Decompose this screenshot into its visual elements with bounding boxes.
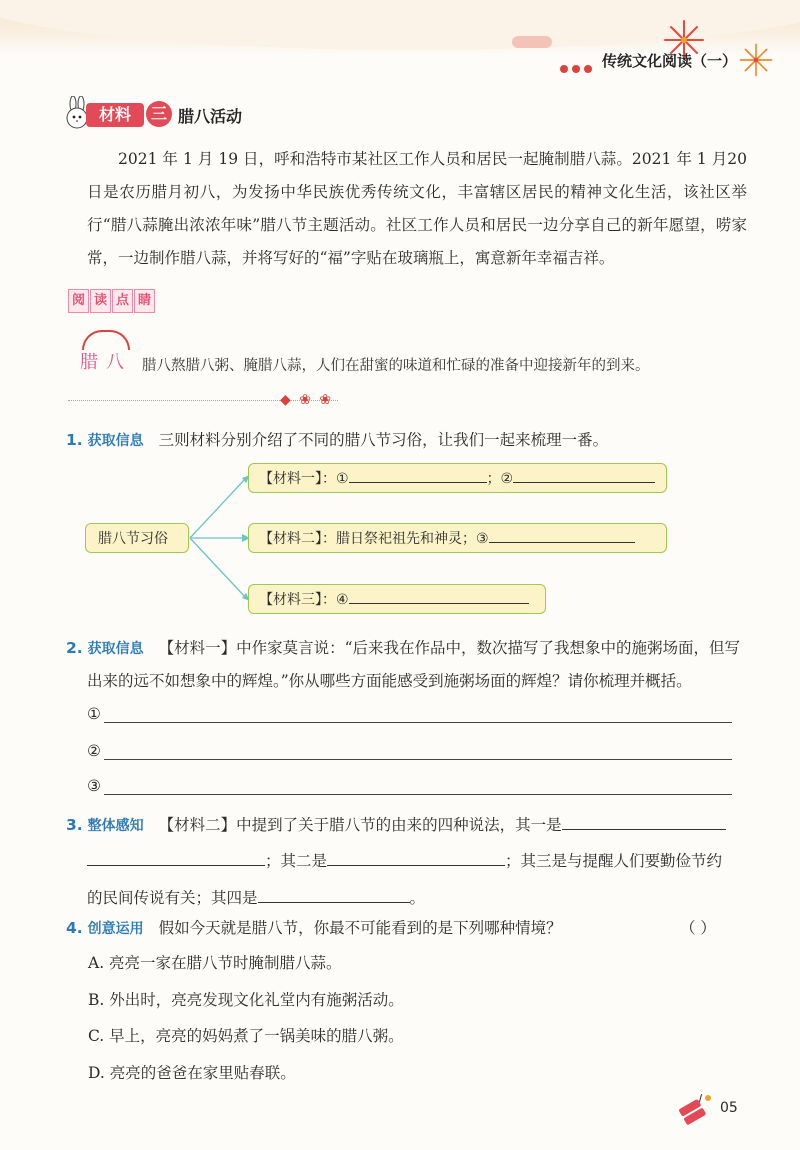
material-number: 三 [146, 101, 172, 127]
answer-blank-3[interactable] [489, 524, 635, 543]
question-text: 【材料一】中作家莫言说：“后来我在作品中，数次描写了我想象中的施粥场面，但写 [158, 639, 740, 657]
page-number: 05 [720, 1100, 738, 1116]
question-1 [66, 428, 608, 450]
header-dots [560, 58, 596, 77]
material-paragraph [87, 143, 747, 275]
section-title: 腊八活动 [178, 107, 243, 126]
answer-line[interactable] [104, 759, 732, 760]
paragraph-text: 2021 年 1 月 19 日，呼和浩特市某社区工作人员和居民一起腌制腊八蒜。2021 年 1 月20 日是农历腊月初八，为发扬中华民族优秀传统文化，丰富辖区居民的精神文化生活，该社区举行“腊八蒜腌出浓浓年味”腊八节主题活动。社区工作人员和居民一边分享自己的新年愿望，唠家常，一边制作腊八蒜，并将写好的“福”字贴在玻璃瓶上，寓意新年幸福吉祥。 [87, 150, 747, 267]
reading-tip-char: 点 [112, 289, 133, 313]
option-a[interactable]: A. 亮亮一家在腊八节时腌制腊八蒜。 [88, 954, 342, 972]
question-tag: 整体感知 [87, 818, 144, 834]
question-tag: 获取信息 [87, 641, 144, 657]
reading-tip-char: 睛 [134, 289, 155, 313]
box-label: 【材料三】：④ [259, 592, 349, 608]
answer-blank-8[interactable] [258, 884, 410, 903]
answer-parenthesis[interactable]: （ ） [680, 919, 716, 937]
divider-decoration: ◆ ❀ ❀ [280, 392, 334, 408]
answer-blank-6[interactable] [87, 847, 265, 866]
question-text: ；其二是 [265, 852, 328, 870]
question-text: 。 [409, 889, 426, 907]
answer-blank-5[interactable] [562, 811, 726, 830]
firework-icon [738, 42, 774, 78]
header-title: 传统文化阅读（一） [602, 52, 738, 70]
firecracker-icon [668, 1090, 712, 1130]
option-b[interactable]: B. 外出时，亮亮发现文化礼堂内有施粥活动。 [88, 991, 404, 1009]
box-label: 【材料一】：① [259, 471, 349, 487]
answer-blank-2[interactable] [513, 464, 655, 483]
question-number: 2. [66, 639, 83, 657]
material-tag: 材料 [86, 103, 144, 127]
question-2 [66, 636, 740, 658]
material-2-box [248, 523, 667, 553]
answer-line[interactable] [104, 722, 732, 723]
custom-root-box: 腊八节习俗 [85, 523, 189, 553]
question-text: 的民间传说有关；其四是 [87, 889, 258, 907]
question-3 [66, 811, 726, 835]
box-label: 【材料二】：腊日祭祀祖先和神灵；③ [259, 531, 489, 547]
answer-blank-7[interactable] [327, 847, 505, 866]
answer-blank-4[interactable] [349, 585, 529, 604]
answer-marker: ① [87, 705, 101, 723]
question-3-line3 [87, 884, 425, 908]
question-text: 假如今天就是腊八节，你最不可能看到的是下列哪种情境？ [158, 919, 562, 937]
reading-tip-char: 读 [90, 289, 111, 313]
question-text: 【材料二】中提到了关于腊八节的由来的四种说法，其一是 [158, 816, 562, 834]
answer-marker: ③ [87, 777, 101, 795]
answer-line[interactable] [104, 794, 732, 795]
question-3-line2 [87, 847, 722, 871]
question-number: 1. [66, 431, 83, 449]
question-number: 4. [66, 919, 83, 937]
material-3-box [248, 584, 546, 614]
option-d[interactable]: D. 亮亮的爸爸在家里贴春联。 [88, 1064, 296, 1082]
reading-tip-char: 阅 [68, 289, 89, 313]
box-label: ；② [486, 471, 514, 487]
reading-tip-tag [68, 289, 156, 313]
answer-blank-1[interactable] [349, 464, 487, 483]
answer-marker: ② [87, 742, 101, 760]
question-text: ；其三是与提醒人们要勤俭节约 [505, 852, 723, 870]
question-tag: 创意运用 [87, 921, 144, 937]
question-number: 3. [66, 816, 83, 834]
option-c[interactable]: C. 早上，亮亮的妈妈煮了一锅美味的腊八粥。 [88, 1027, 404, 1045]
question-tag: 获取信息 [87, 433, 144, 449]
keyword-arc [82, 330, 130, 350]
reading-tip-text: 腊八熬腊八粥、腌腊八蒜，人们在甜蜜的味道和忙碌的准备中迎接新年的到来。 [142, 358, 650, 374]
reading-keyword: 腊八 [80, 352, 132, 373]
question-text: 三则材料分别介绍了不同的腊八节习俗，让我们一起来梳理一番。 [158, 431, 609, 449]
material-1-box [248, 463, 667, 493]
question-4 [66, 916, 562, 938]
cloud-decoration [512, 36, 552, 48]
question-2-line2: 出来的远不如想象中的辉煌。”你从哪些方面能感受到施粥场面的辉煌？请你梳理并概括。 [87, 672, 692, 690]
